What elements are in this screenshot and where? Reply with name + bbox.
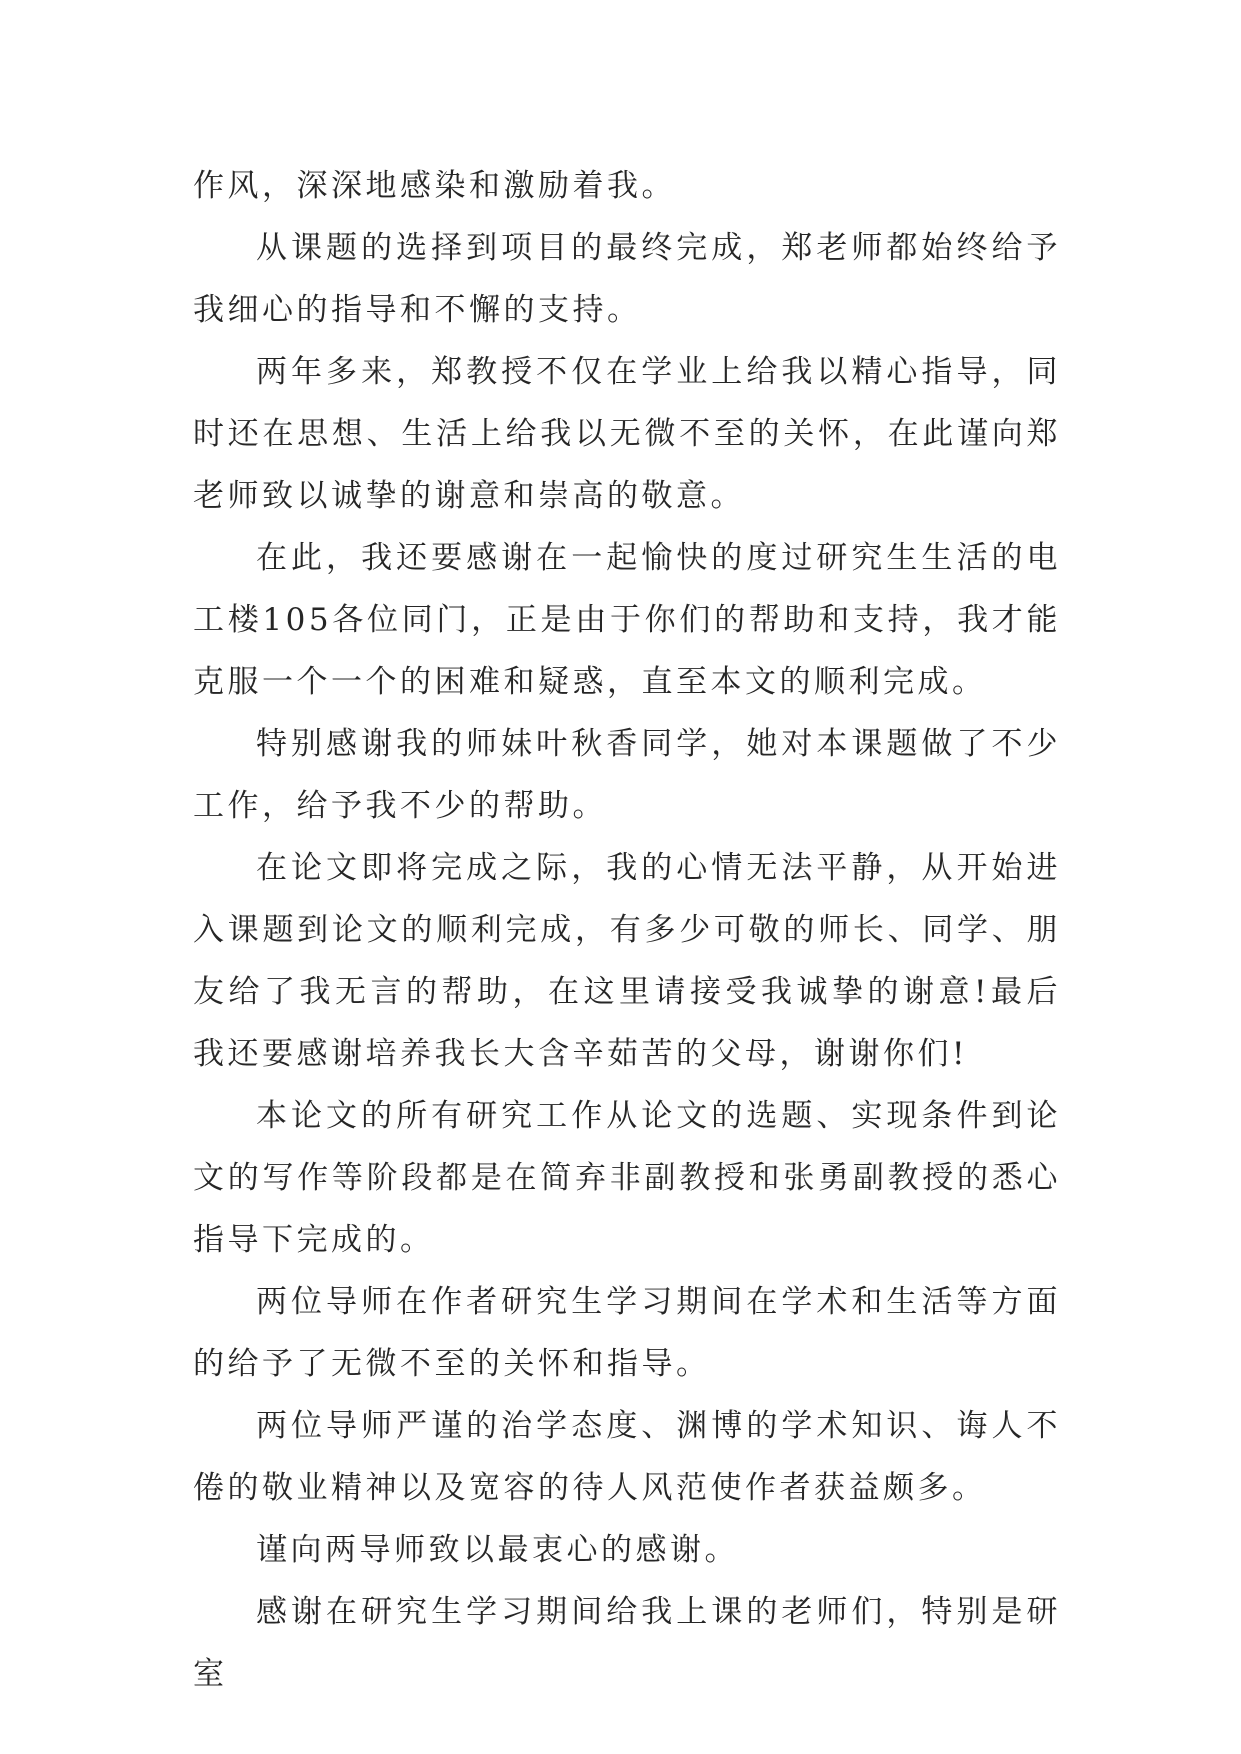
paragraph-8: 两位导师在作者研究生学习期间在学术和生活等方面的给予了无微不至的关怀和指导。 — [193, 1284, 1061, 1382]
paragraph-1: 作风，深深地感染和激励着我。 — [193, 168, 676, 204]
paragraph-2: 从课题的选择到项目的最终完成，郑老师都始终给予我细心的指导和不懈的支持。 — [193, 230, 1061, 328]
paragraph-4: 在此，我还要感谢在一起愉快的度过研究生生活的电工楼105各位同门，正是由于你们的帮助和支持，我才能克服一个一个的困难和疑惑，直至本文的顺利完成。 — [193, 540, 1061, 700]
document-body — [193, 155, 1061, 1705]
paragraph-3: 两年多来，郑教授不仅在学业上给我以精心指导，同时还在思想、生活上给我以无微不至的关怀，在此谨向郑老师致以诚挚的谢意和崇高的敬意。 — [193, 354, 1061, 514]
paragraph-9: 两位导师严谨的治学态度、渊博的学术知识、诲人不倦的敬业精神以及宽容的待人风范使作者获益颇多。 — [193, 1408, 1061, 1506]
paragraph-5: 特别感谢我的师妹叶秋香同学，她对本课题做了不少工作，给予我不少的帮助。 — [193, 726, 1061, 824]
paragraph-7: 本论文的所有研究工作从论文的选题、实现条件到论文的写作等阶段都是在简弃非副教授和张勇副教授的悉心指导下完成的。 — [193, 1098, 1061, 1258]
paragraph-6: 在论文即将完成之际，我的心情无法平静，从开始进入课题到论文的顺利完成，有多少可敬的师长、同学、朋友给了我无言的帮助，在这里请接受我诚挚的谢意!最后我还要感谢培养我长大含辛茹苦的父母，谢谢你们! — [193, 850, 1061, 1072]
paragraph-11: 感谢在研究生学习期间给我上课的老师们，特别是研室 — [193, 1594, 1061, 1692]
paragraph-10: 谨向两导师致以最衷心的感谢。 — [256, 1532, 739, 1568]
